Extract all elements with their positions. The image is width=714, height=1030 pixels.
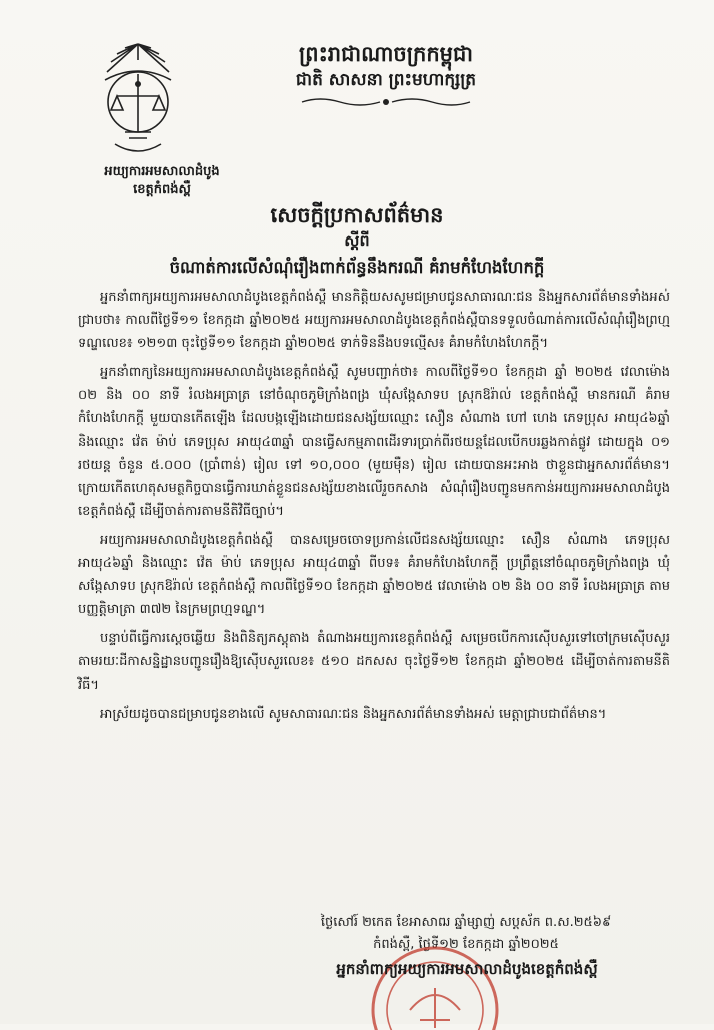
- issuing-office: [72, 163, 252, 199]
- office-line-2: ខេត្តកំពង់ស្ពឺ: [133, 182, 191, 197]
- body-paragraph: បន្ទាប់ពីធ្វើការស្ដេចឆ្លើយ និងពិនិត្យភស្តុតាង តំណាងអយ្យការខេត្តកំពង់ស្ពឺ សម្រេចបើកការស៊ើបសួរទៅចៅក្រមស៊ើបសួរតាមរយៈដីកាសន្និដ្ឋានបញ្ជូនរឿងឱ្យស៊ើបសួរលេខ៖ ៥១០ ដកសស ចុះថ្ងៃទី១២ ខែកក្កដា ឆ្នាំ២០២៥ ដើម្បីចាត់ការតាមនីតិវិធី។: [78, 631, 670, 693]
- document-title: សេចក្ដីប្រកាសព័ត៌មាន: [270, 203, 444, 227]
- national-motto: ជាតិ សាសនា ព្រះមហាក្សត្រ: [295, 70, 477, 90]
- lunar-date: ថ្ងៃសៅរ៍ ២កេត ខែអាសាឍ ឆ្នាំម្សាញ់ សប្តស័ក ព.ស.២៥៦៩: [320, 915, 612, 930]
- ornament-divider: [300, 96, 472, 108]
- signatory-title: អ្នកនាំពាក្យអយ្យការអមសាលាដំបូងខេត្តកំពង់ស្ពឺ: [336, 960, 598, 978]
- body-paragraph: អ្នកនាំពាក្យអយ្យការអមសាលាដំបូងខេត្តកំពង់ស្ពឺ មានកិត្តិយសសូមជម្រាបជូនសាធារណៈជន និងអ្នកសារព័ត៌មានទាំងអស់ជ្រាបថា៖ កាលពីថ្ងៃទី១១ ខែកក្កដា ឆ្នាំ២០២៥ អយ្យការអមសាលាដំបូងខេត្តកំពង់ស្ពឺបានទទួលចំណាត់ការលើសំណុំរឿងព្រហ្មទណ្ឌលេខ៖ ១២១៣ ចុះថ្ងៃទី១១ ខែកក្កដា ឆ្នាំ២០២៥ ទាក់ទិននឹងបទល្មើស៖ គំរាមកំហែងហែកក្ដី។: [78, 290, 670, 352]
- official-seal-icon: [360, 930, 510, 1030]
- document-heading: ចំណាត់ការលើសំណុំរឿងពាក់ព័ន្ធនឹងករណី គំរាមកំហែងហែកក្ដី: [169, 258, 545, 277]
- body-paragraph: អយ្យការអមសាលាដំបូងខេត្តកំពង់ស្ពឺ បានសម្រេចចោទប្រកាន់លើជនសង្ស័យឈ្មោះ សឿន សំណាង ភេទប្រុស អាយុ៤៦ឆ្នាំ និងឈ្មោះ វ៉េត ម៉ាប់ ភេទប្រុស អាយុ៤៣ឆ្នាំ ពីបទ៖ គំរាមកំហែងហែកក្ដី ប្រព្រឹត្តនៅចំណុចភូមិក្រាំងពង្រ ឃុំសង្កែសាទប ស្រុកឱរ៉ាល់ ខេត្តកំពង់ស្ពឺ កាលពីថ្ងៃទី១០ ខែកក្កដា ឆ្នាំ២០២៥ វេលាម៉ោង ០២ និង ០០ នាទី រំលងអធ្រាត្រ តាមបញ្ញត្តិមាត្រា ៣៧២ នៃក្រមព្រហ្មទណ្ឌ។: [78, 532, 670, 618]
- body-paragraph: អ្នកនាំពាក្យនៃអយ្យការអមសាលាដំបូងខេត្តកំពង់ស្ពឺ សូមបញ្ជាក់ថា៖ កាលពីថ្ងៃទី១០ ខែកក្កដា ឆ្នាំ ២០២៥ វេលាម៉ោង ០២ និង ០០ នាទី រំលងអធ្រាត្រ នៅចំណុចភូមិក្រាំងពង្រ ឃុំសង្កែសាទប ស្រុកឱរ៉ាល់ ខេត្តកំពង់ស្ពឺ មានករណី គំរាមកំហែងហែកក្ដី មួយបានកើតឡើង ដែលបង្កឡើងដោយជនសង្ស័យឈ្មោះ សឿន សំណាង ហៅ ហេង ភេទប្រុស អាយុ៤៦ឆ្នាំ និងឈ្មោះ វ៉េត ម៉ាប់ ភេទប្រុស អាយុ៤៣ឆ្នាំ បានធ្វើសកម្មភាពដើរទារប្រាក់ពីរថយន្តដែលបើកបរឆ្លងកាត់ផ្លូវ ដោយក្នុង ០១ រថយន្ត ចំនួន ៥.០០០ (ប្រាំពាន់) រៀល ទៅ ១០,០០០ (មួយម៉ឺន) រៀល ដោយបានអះអាង ថាខ្លួនជាអ្នកសារព័ត៌មាន។ ក្រោយកើតហេតុសមត្ថកិច្ចបានធ្វើការឃាត់ខ្លួនជនសង្ស័យខាងលើរួចកសាង សំណុំរឿងបញ្ជូនមកកាន់អយ្យការអមសាលាដំបូងខេត្តកំពង់ស្ពឺ ដើម្បីចាត់ការតាមនីតិវិធីច្បាប់។: [78, 365, 670, 519]
- document-body: [78, 286, 670, 732]
- judicial-emblem-icon: [95, 40, 181, 160]
- document-subtitle: ស្ដីពី: [344, 231, 370, 250]
- office-line-1: អយ្យការអមសាលាដំបូង: [104, 164, 220, 179]
- place-date: កំពង់ស្ពឺ, ថ្ងៃទី១២ ខែកក្កដា ឆ្នាំ២០២៥: [373, 937, 559, 952]
- body-paragraph: អាស្រ័យដូចបានជម្រាបជូនខាងលើ សូមសាធារណៈជន និងអ្នកសារព័ត៌មានទាំងអស់ មេត្តាជ្រាបជាព័ត៌មាន។: [100, 706, 607, 722]
- kingdom-heading: ព្រះរាជាណាចក្រកម្ពុជា: [298, 42, 473, 66]
